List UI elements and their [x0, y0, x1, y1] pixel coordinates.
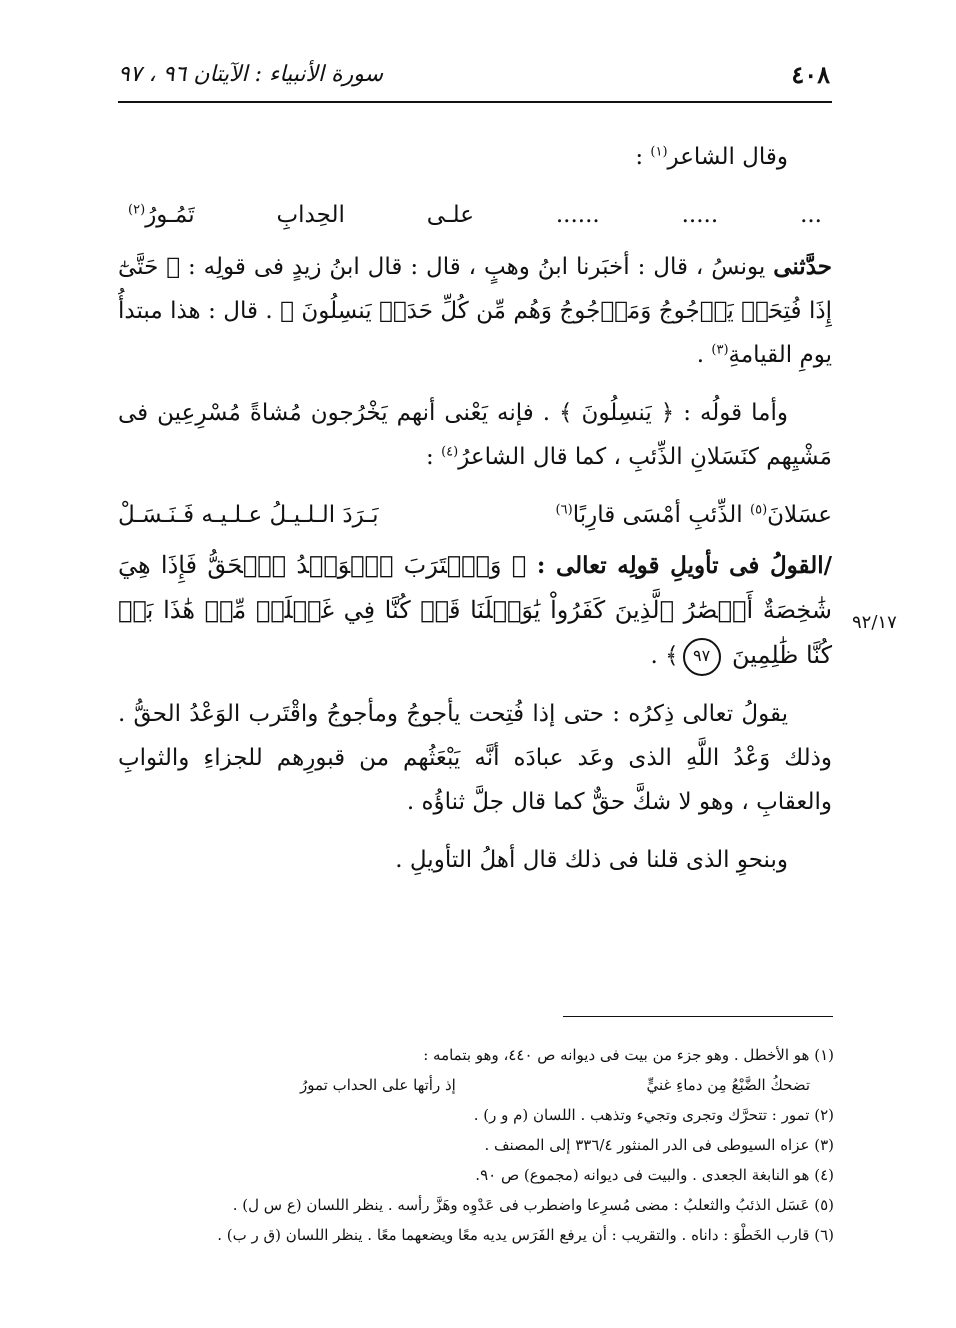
footnote-ref-3[interactable]: (٣): [711, 342, 729, 358]
footnote-ref-6[interactable]: (٦): [555, 502, 573, 518]
header-rule: [118, 101, 832, 103]
paragraph-3: وأما قولُه : ﴿ يَنسِلُونَ ﴾ . فإنه يَعْنى أنهم يَخْرُجون مُشاةً مُسْرِعِين فى مَشْيِهم كنَسَلانِ الذِّئبِ ، كما قال الشاعرُ$^{(٤)}$ :: [118, 400, 832, 470]
page-header: [118, 54, 830, 94]
margin-reference: ٩٢/١٧: [852, 612, 897, 633]
paragraph-2: حدَّثنى يونسُ ، قال : أخبَرنا ابنُ وهبٍ ، قال : قال ابنُ زيدٍ فى قولِه : ﴿ حَتَّىٰٓ إِذَا فُتِحَتۡ يَأۡجُوجُ وَمَأۡجُوجُ وَهُم مِّن كُلِّ حَدَبٖ يَنسِلُونَ ﴾ . قال : هذا مبتدأُ يومِ القيامةِ$^{(٣)}$ .: [118, 253, 832, 368]
footnote-3: (٣) عزاه السيوطى فى الدر المنثور ٣٣٦/٤ إلى المصنف .: [484, 1136, 834, 1154]
footnote-6: (٦) قارب الخَطْوَ : داناه . والتقريب : أن يرفع الفَرَس يديه معًا ويضعهما معًا . ينظر اللسان (ق ر ب) .: [217, 1226, 834, 1244]
footnote-ref-1[interactable]: (١): [650, 144, 668, 160]
page-number: ٤٠٨: [791, 59, 830, 89]
quran-verse: ﴿ وَٱقۡتَرَبَ ٱلۡوَعۡدُ ٱلۡحَقُّ فَإِذَا هِيَ شَٰخِصَةٌ أَبۡصَٰرُ ٱلَّذِينَ كَفَرُواْ يَٰوَيۡلَنَا قَدۡ كُنَّا فِي غَفۡلَةٖ مِّنۡ هَٰذَا بَلۡ كُنَّا ظَٰلِمِينَ: [118, 551, 832, 669]
footnote-4: (٤) هو النابغة الجعدى . والبيت فى ديوانه (مجموع) ص ٩٠.: [475, 1166, 834, 1184]
footnote-1-verse: تضحكُ الضَّبْعُ مِن دماءِ غنيٍّ إذ رأتها على الحداب تمورُ: [300, 1076, 810, 1094]
footnote-1: (١) هو الأخطل . وهو جزء من بيت فى ديوانه ص ٤٤٠، وهو بتمامه :: [423, 1046, 834, 1064]
footnotes: [140, 1040, 834, 1250]
running-title: سورة الأنبياء : الآيتان ٩٦ ، ٩٧: [118, 61, 384, 87]
footnote-rule: [563, 1016, 833, 1017]
section-heading: /القولُ فى تأويلِ قولِه تعالى : ﴿ وَٱقۡتَرَبَ ٱلۡوَعۡدُ ٱلۡحَقُّ فَإِذَا هِيَ شَٰخِصَةٌ أَبۡصَٰرُ ٱلَّذِينَ كَفَرُواْ يَٰوَيۡلَنَا قَدۡ كُنَّا فِي غَفۡلَةٖ مِّنۡ هَٰذَا بَلۡ كُنَّا ظَٰلِمِينَ ٩٧﴾ .: [118, 543, 832, 678]
footnote-2: (٢) تمور : تتحرَّك وتجرى وتجيء وتذهب . اللسان (م و ر) .: [473, 1106, 834, 1124]
footnote-ref-4[interactable]: (٤): [441, 444, 459, 460]
poetry-line-2: [118, 493, 832, 537]
main-text: [118, 135, 832, 896]
footnote-5: (٥) عَسَل الذئبُ والثعلبُ : مضى مُسرِعا واضطرب فى عَدْوِه وهَزَّ رأسه . ينظر اللسان (ع س ل) .: [232, 1196, 834, 1214]
footnote-ref-5[interactable]: (٥): [750, 502, 768, 518]
footnote-ref-2[interactable]: (٢): [128, 202, 146, 218]
poetry-line-1: ... ..... ...... علـى الحِدابِ تَمُـورُ$^{(٢)}$: [128, 202, 822, 228]
paragraph-1: وقال الشاعر$^{(١)}$ :: [635, 144, 788, 170]
ayah-number-icon: ٩٧: [683, 638, 721, 676]
paragraph-5: وبنحوِ الذى قلنا فى ذلك قال أهلُ التأويلِ .: [395, 847, 788, 873]
narration-lead: حدَّثنى: [773, 253, 832, 280]
verse-hemistich-right: عسَلانَ$^{(٥)}$ الذِّئبِ أمْسَى قارِبًا$^{(٦)}$: [555, 502, 832, 528]
verse-hemistich-left: بَـرَدَ الـلـيـلُ عـلـيـه فَـنَـسَـلْ: [118, 502, 379, 528]
paragraph-4: يقولُ تعالى ذِكرُه : حتى إذا فُتِحت يأجوجُ ومأجوجُ واقْتَرب الوَعْدُ الحقُّ . وذلك وَعْدُ اللَّهِ الذى وعَد عبادَه أنَّه يَبْعَثُهم من قبورِهم للجزاءِ والثوابِ والعقابِ ، وهو لا شكَّ حقٌّ كما قال جلَّ ثناؤُه .: [118, 701, 832, 815]
